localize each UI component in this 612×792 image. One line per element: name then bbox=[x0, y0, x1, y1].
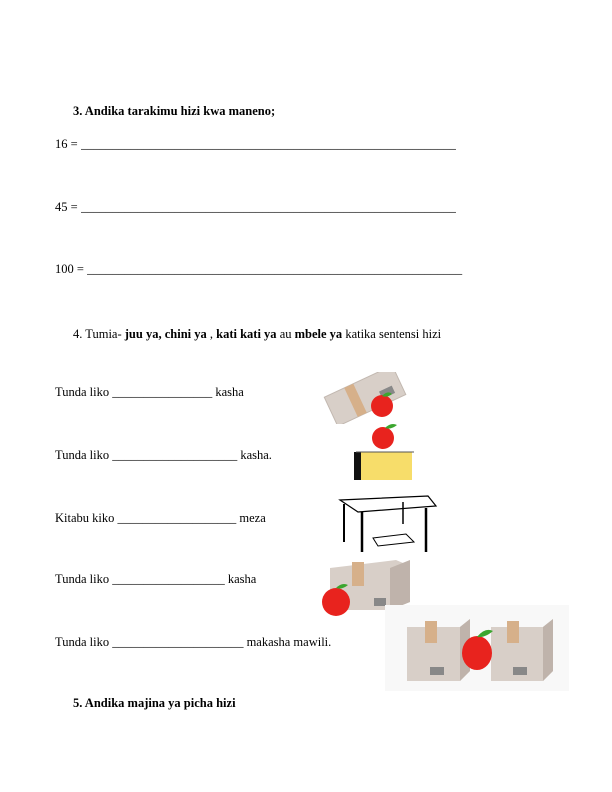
sentence-2: Tunda liko ____________________ kasha. bbox=[55, 448, 272, 462]
question-4-instruction: 4. Tumia- juu ya, chini ya , kati kati ya au mbele ya katika sentensi hizi bbox=[73, 327, 442, 341]
answer-blank[interactable]: ____________________________________________________________ bbox=[87, 262, 463, 276]
answer-blank[interactable]: __________________ bbox=[112, 572, 225, 586]
question-5-title: 5. Andika majina ya picha hizi bbox=[73, 696, 236, 710]
question-3-title: 3. Andika tarakimu hizi kwa maneno; bbox=[73, 104, 276, 118]
number-label: 16 = bbox=[55, 137, 78, 151]
answer-blank[interactable]: ____________________ bbox=[112, 448, 238, 462]
apple-on-box-image bbox=[352, 420, 422, 482]
answer-blank[interactable]: _____________________ bbox=[112, 635, 244, 649]
sentence-1: Tunda liko ________________ kasha bbox=[55, 385, 244, 399]
sentence-4: Tunda liko __________________ kasha bbox=[55, 572, 257, 586]
answer-blank[interactable]: ________________ bbox=[112, 385, 213, 399]
answer-line-16 bbox=[55, 137, 513, 152]
answer-blank[interactable]: ___________________ bbox=[117, 511, 237, 525]
answer-blank[interactable]: ____________________________________________________________ bbox=[80, 137, 456, 151]
table-with-book-image bbox=[338, 494, 438, 556]
sentence-3: Kitabu kiko ___________________ meza bbox=[55, 511, 266, 525]
answer-blank[interactable]: ____________________________________________________________ bbox=[80, 200, 456, 214]
sentence-5: Tunda liko _____________________ makasha mawili. bbox=[55, 635, 332, 649]
answer-line-100 bbox=[55, 262, 519, 277]
apple-between-boxes-image bbox=[385, 605, 569, 691]
answer-line-45 bbox=[55, 200, 513, 215]
number-label: 100 = bbox=[55, 262, 84, 276]
apple-under-box-image bbox=[320, 372, 410, 424]
number-label: 45 = bbox=[55, 200, 78, 214]
